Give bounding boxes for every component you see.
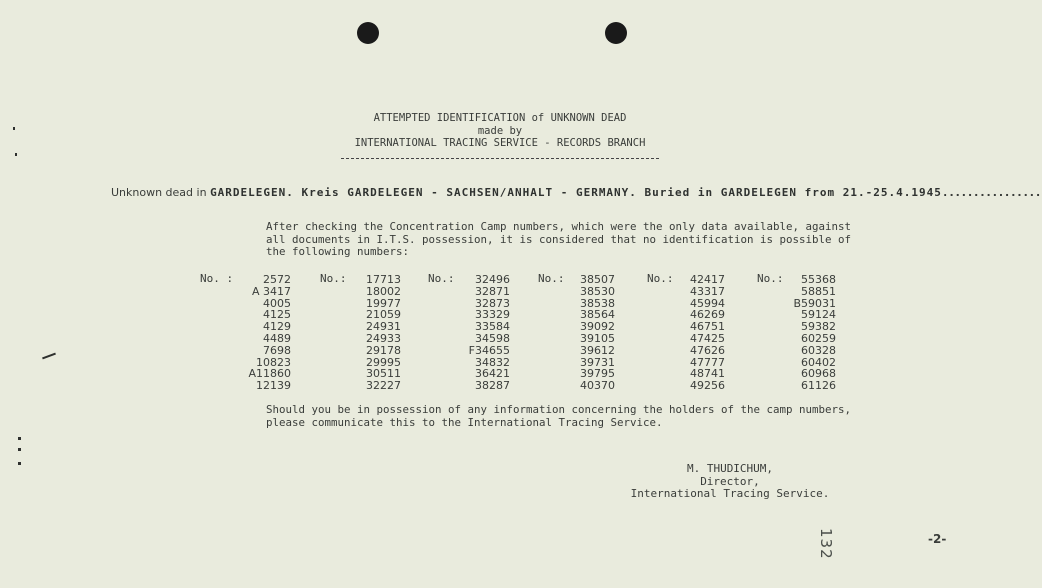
margin-mark [18,462,21,465]
signatory-organization: International Tracing Service. [630,487,830,500]
camp-number: 43317 [690,284,725,298]
camp-number: 33329 [475,308,510,322]
camp-number: 29995 [366,355,401,369]
camp-number: 32873 [475,296,510,310]
camp-number: 38564 [580,308,615,322]
camp-number: 34598 [475,331,510,345]
number-label: No.: [320,272,347,285]
number-column [462,274,510,392]
camp-number: 29178 [366,343,401,357]
camp-number: 47777 [690,355,725,369]
camp-number: 38287 [475,379,510,393]
camp-number: 38538 [580,296,615,310]
camp-number: 32496 [475,273,510,286]
number-column [790,274,836,392]
camp-number: 59382 [801,320,836,334]
header-made-by: made by [477,124,523,137]
camp-number: 2572 [263,273,291,286]
camp-number: 38507 [580,273,615,286]
camp-number: 47425 [690,331,725,345]
camp-number: 33584 [475,320,510,334]
camp-number: A11860 [248,367,291,381]
camp-number: A 3417 [251,284,291,298]
header-title: ATTEMPTED IDENTIFICATION of UNKNOWN DEAD [373,112,627,124]
camp-number: 60328 [801,343,836,357]
camp-number: 59124 [801,308,836,322]
camp-number: 60968 [801,367,836,381]
camp-number: 55368 [801,273,836,286]
pencil-mark [42,353,56,360]
camp-number: 4489 [263,331,291,345]
dotted-leader: ............... [949,186,1042,199]
number-label: No.: [538,272,565,285]
camp-number: 45994 [690,296,725,310]
camp-number: 34832 [475,355,510,369]
camp-number: 61126 [801,379,836,393]
camp-number: 42417 [690,273,725,286]
page-number: -2- [928,532,947,546]
margin-mark [18,448,21,451]
checking-paragraph: After checking the Concentration Camp numbers, which were the only data available, against all documents in I.T.S. possession, it is considered that no identification is possible of the following numbers: [266,220,852,258]
camp-number: 60402 [801,355,836,369]
camp-number: 24933 [366,331,401,345]
unknown-dead-prefix: Unknown dead in [111,186,207,199]
camp-number: 4129 [263,320,291,334]
signatory-title: Director, [700,474,760,488]
camp-number: 39731 [580,355,615,369]
margin-mark [18,437,21,440]
camp-number: 39105 [580,331,615,345]
camp-number: 4005 [263,296,291,310]
camp-number: 48741 [690,367,725,381]
camp-number: 58851 [801,284,836,298]
unknown-dead-line [111,186,1042,199]
number-label: No. : [200,272,234,285]
number-column [580,274,620,392]
camp-number: 19977 [366,296,401,310]
camp-number: 18002 [366,284,401,298]
number-label: No.: [428,272,455,285]
camp-number: 17713 [366,273,401,286]
camp-number: 32871 [475,284,510,298]
camp-number: 32227 [366,379,401,393]
header-divider [341,158,659,159]
camp-number: 36421 [475,367,510,381]
camp-number: 4125 [263,308,291,322]
camp-number: 39092 [580,320,615,334]
camp-number: 30511 [366,367,401,381]
camp-numbers-table [200,272,840,397]
archive-stamp-number: 132 [817,528,835,560]
camp-number: 49256 [690,379,725,393]
camp-number: 47626 [690,343,725,357]
header-organization: INTERNATIONAL TRACING SERVICE - RECORDS BRANCH [354,137,646,149]
camp-number: F34655 [468,343,510,357]
camp-number: 46269 [690,308,725,322]
number-column [245,274,291,392]
camp-number: 60259 [801,331,836,345]
number-label: No.: [757,272,784,285]
camp-number: B59031 [793,296,836,310]
camp-number: 12139 [256,379,291,393]
camp-number: 21059 [366,308,401,322]
number-label: No.: [647,272,674,285]
camp-number: 24931 [366,320,401,334]
camp-number: 39612 [580,343,615,357]
number-column [690,274,730,392]
signature-block [630,463,830,501]
camp-number: 7698 [263,343,291,357]
punch-hole-right [605,22,627,44]
camp-number: 10823 [256,355,291,369]
camp-number: 39795 [580,367,615,381]
document-header [0,112,1000,162]
camp-number: 46751 [690,320,725,334]
contact-paragraph: Should you be in possession of any information concerning the holders of the camp numbers, please communicate this to the International Tracing Service. [266,403,852,429]
number-column [355,274,401,392]
burial-place: GARDELEGEN. Kreis GARDELEGEN - SACHSEN/ANHALT - GERMANY. Buried in GARDELEGEN from 21.-25.4.1945. [210,186,950,199]
camp-number: 38530 [580,284,615,298]
signatory-name: M. THUDICHUM, [686,462,774,475]
punch-hole-left [357,22,379,44]
camp-number: 40370 [580,379,615,393]
